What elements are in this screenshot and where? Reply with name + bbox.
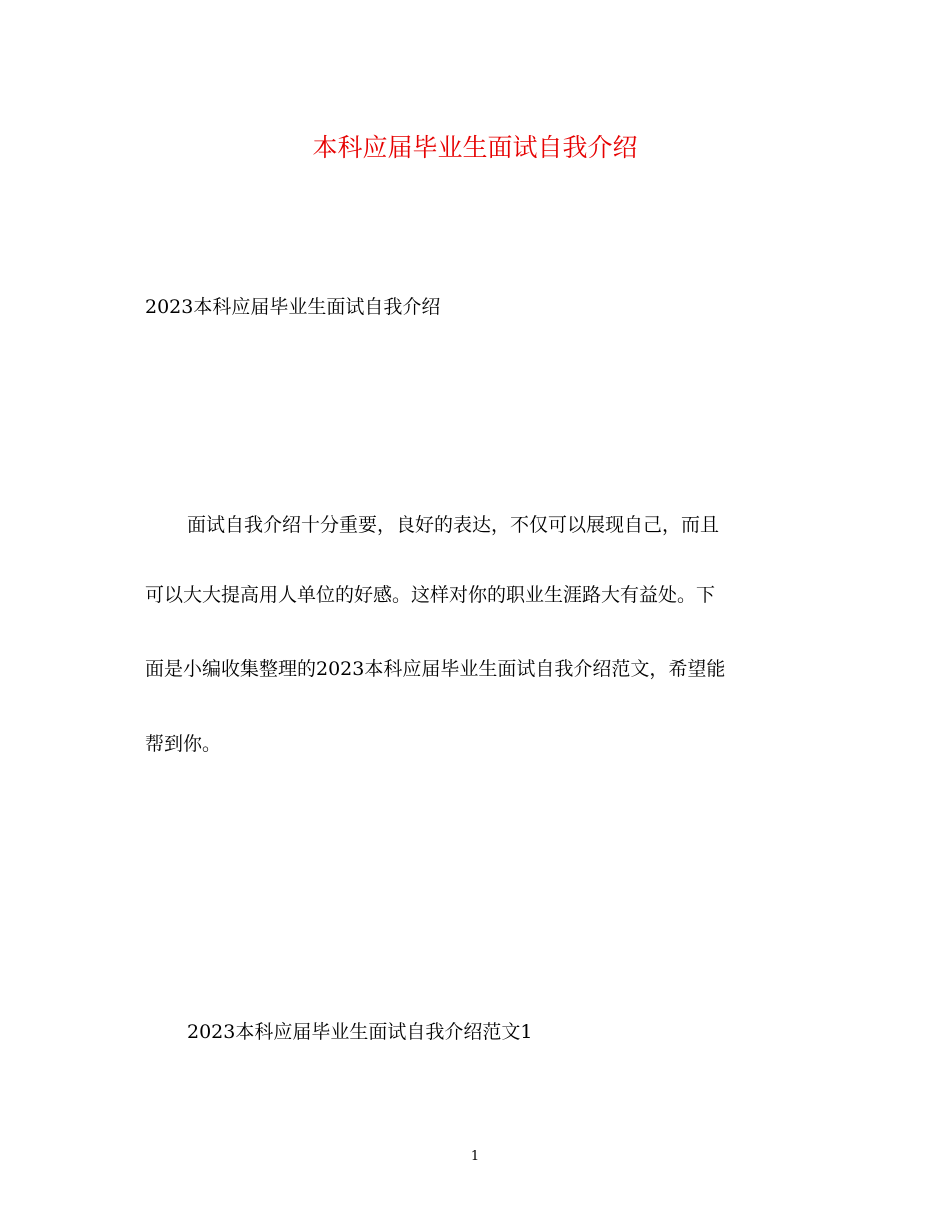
document-subtitle: 2023本科应届毕业生面试自我介绍 <box>145 296 441 318</box>
intro-line-3: 面是小编收集整理的2023本科应届毕业生面试自我介绍范文，希望能 <box>145 658 726 680</box>
page-number: 1 <box>470 1149 480 1164</box>
intro-line-4: 帮到你。 <box>145 733 222 755</box>
intro-line-1: 面试自我介绍十分重要，良好的表达，不仅可以展现自己，而且 <box>187 514 720 536</box>
document-title: 本科应届毕业生面试自我介绍 <box>312 133 638 162</box>
intro-line-2: 可以大大提高用人单位的好感。这样对你的职业生涯路大有益处。下 <box>145 584 716 606</box>
section-heading: 2023本科应届毕业生面试自我介绍范文1 <box>187 1021 533 1043</box>
